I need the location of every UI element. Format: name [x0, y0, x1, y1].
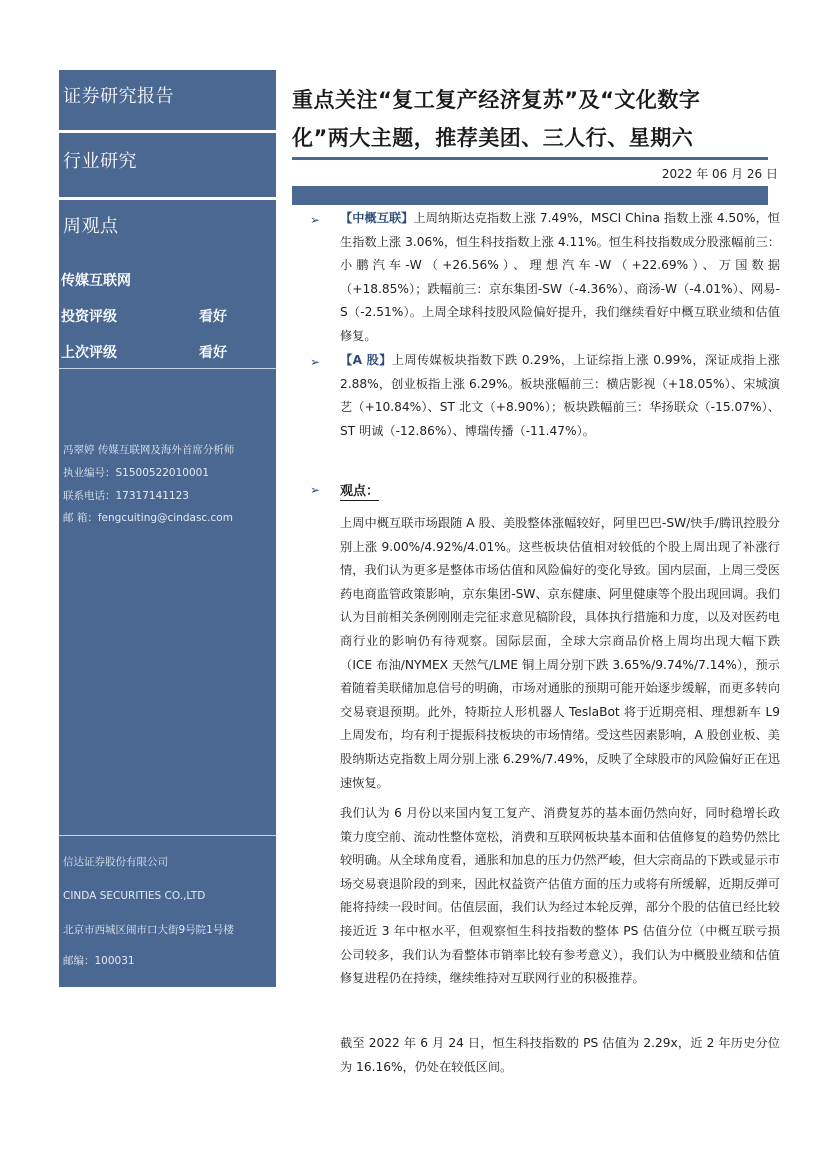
report-date: 2022 年 06 月 26 日 — [661, 167, 778, 181]
viewpoint-paragraph-1: 上周中概互联市场跟随 A 股、美股整体涨幅较好，阿里巴巴-SW/快手/腾讯控股分别上涨 9.00%/4.92%/4.01%。这些板块估值相对较低的个股上周出现了补涨行情，我们认为更多是整体市场估值和风险偏好的变化导致。国内层面，上周三受医药电商监管政策影响，京东集团-SW、京东健康、阿里健康等个股出现回调。我们认为目前相关条例刚刚走完征求意见稿阶段，具体执行措施和力度，以及对医药电商行业的影响仍有待观察。国际层面，全球大宗商品价格上周均出现大幅下跌（ICE 布油/NYMEX 天然气/LME 铜上周分别下跌 3.65%/9.74%/7.14%），预示着随着美联储加息信号的明确，市场对通胀的预期可能开始逐步缓解，而更多转向交易衰退预期。此外，特斯拉人形机器人 TeslaBot 将于近期亮相、理想新车 L9 上周发布，均有利于提振科技板块的市场情绪。受这些因素影响，A 股创业板、美股纳斯达克指数上周分别上涨 6.29%/7.49%，反映了全球股市的风险偏好正在迅速恢复。 — [340, 516, 780, 790]
analyst-name: 冯翠婷 传媒互联网及海外首席分析师 — [63, 444, 235, 456]
sidebar-report-type-block — [59, 70, 276, 130]
bullet-arrow-icon: ➢ — [310, 355, 321, 369]
page-title-line1: 重点关注“复工复产经济复苏”及“文化数字 — [292, 88, 701, 112]
report-name: 周观点 — [63, 216, 119, 237]
summary-tag: 【A 股】 — [340, 353, 392, 367]
viewpoint-paragraph-3: 截至 2022 年 6 月 24 日，恒生科技指数的 PS 估值为 2.29x，近 2 年历史分位为 16.16%，仍处在较低区间。 — [340, 1036, 780, 1074]
summary-text: 上周纳斯达克指数上涨 7.49%，MSCI China 指数上涨 4.50%，恒生指数上涨 3.06%，恒生科技指数上涨 4.11%。恒生科技指数成分股涨幅前三：小鹏汽车-W（+26.56%）、理想汽车-W（+22.69%）、万国数据（+18.85%）；跌幅前三：京东集团-SW（-4.36%）、商汤-W（-4.01%）、网易-S（-2.51%）。上周全球科技股风险偏好提升，我们继续看好中概互联业绩和估值修复。 — [340, 211, 780, 343]
sidebar-rule — [59, 368, 276, 369]
page-title-line2: 化”两大主题，推荐美团、三人行、星期六 — [292, 126, 694, 150]
analyst-license: 执业编号：S1500522010001 — [63, 467, 210, 479]
summary-china-internet — [340, 207, 780, 349]
company-address: 北京市西城区闹市口大街9号院1号楼 — [63, 924, 234, 936]
title-rule — [292, 157, 768, 160]
analyst-phone: 联系电话：17317141123 — [63, 490, 189, 502]
summary-a-share — [340, 349, 780, 443]
summary-tag: 【中概互联】 — [340, 211, 414, 225]
sidebar-name-block — [59, 200, 276, 258]
summary-text: 上周传媒板块指数下跌 0.29%，上证综指上涨 0.99%，深证成指上涨 2.88%，创业板指上涨 6.29%。板块涨幅前三：横店影视（+18.05%）、宋城演艺（+10.84%）、ST 北文（+8.90%）；板块跌幅前三：华扬联众（-15.07%）、ST 明诚（-12.86%）、博瑞传播（-11.47%）。 — [340, 353, 780, 438]
prev-rating-label: 上次评级 — [61, 345, 117, 361]
bullet-arrow-icon: ➢ — [310, 213, 321, 227]
company-postcode: 邮编：100031 — [63, 955, 135, 967]
industry-name: 传媒互联网 — [61, 273, 131, 289]
company-en: CINDA SECURITIES CO.,LTD — [63, 890, 206, 902]
prev-rating-value: 看好 — [199, 345, 227, 361]
viewpoint-paragraph-2: 我们认为 6 月份以来国内复工复产、消费复苏的基本面仍然向好，同时稳增长政策力度空前、流动性整体宽松，消费和互联网板块基本面和估值修复的趋势仍然比较明确。从全球角度看，通胀和加息的压力仍然严峻，但大宗商品的下跌或显示市场交易衰退阶段的到来，因此权益资产估值方面的压力或将有所缓解，近期反弹可能将持续一段时间。估值层面，我们认为经过本轮反弹，部分个股的估值已经比较接近近 3 年中枢水平，但观察恒生科技指数的整体 PS 估值分位（中概互联亏损公司较多，我们认为看整体市销率比较有参考意义），我们认为中概股业绩和估值修复进程仍在持续，继续维持对互联网行业的积极推荐。 — [340, 806, 780, 986]
report-category: 行业研究 — [63, 151, 137, 172]
sidebar-rule — [59, 835, 276, 836]
company-cn: 信达证券股份有限公司 — [63, 856, 168, 868]
viewpoint-heading: 观点： — [340, 480, 379, 501]
rating-label: 投资评级 — [61, 309, 117, 325]
report-type: 证券研究报告 — [63, 86, 174, 107]
sidebar-category-block — [59, 133, 276, 197]
sidebar — [59, 70, 276, 987]
header-band — [292, 186, 768, 205]
analyst-email: 邮 箱：fengcuiting@cindasc.com — [63, 512, 233, 524]
bullet-arrow-icon: ➢ — [310, 483, 321, 497]
rating-value: 看好 — [199, 309, 227, 325]
